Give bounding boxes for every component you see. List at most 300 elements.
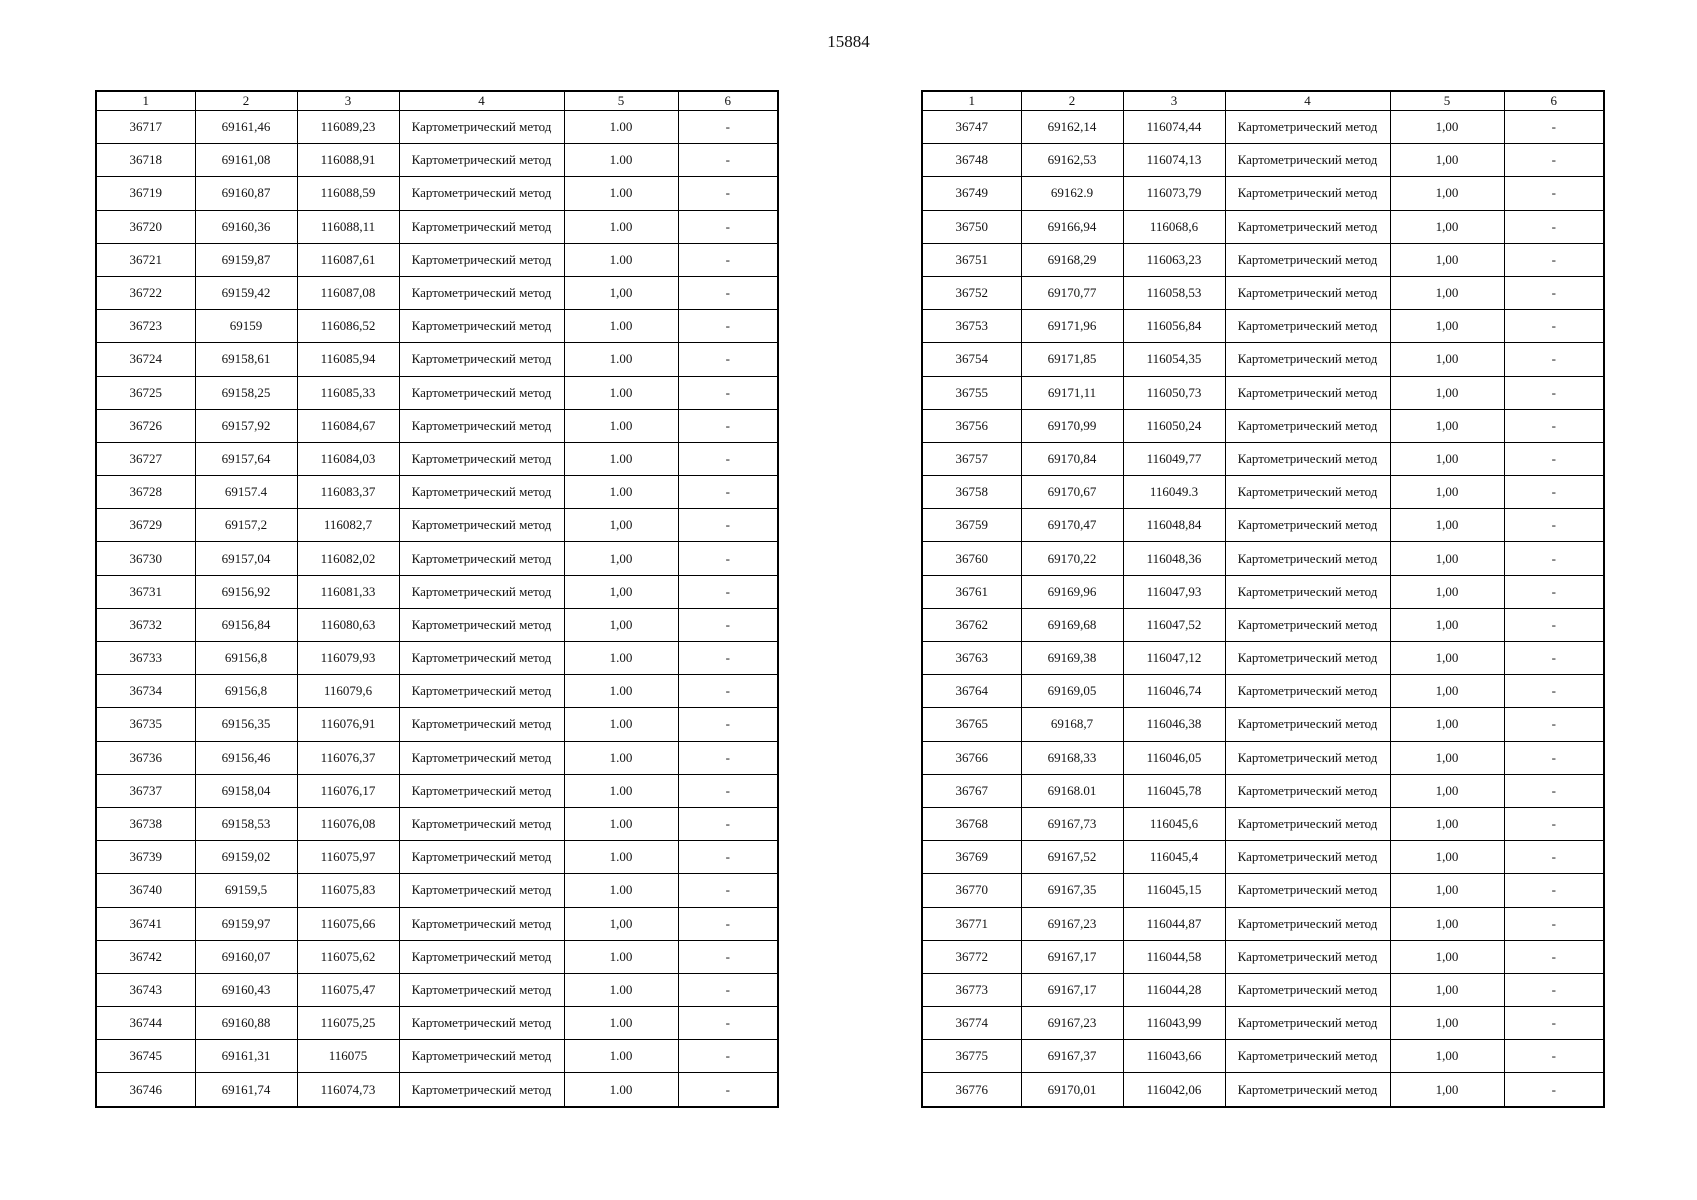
method-cell: Картометрический метод bbox=[1225, 708, 1390, 741]
y-coordinate-cell: 116044,28 bbox=[1123, 973, 1225, 1006]
point-number-cell: 36766 bbox=[922, 741, 1021, 774]
y-coordinate-cell: 116085,94 bbox=[297, 343, 399, 376]
y-coordinate-cell: 116087,08 bbox=[297, 276, 399, 309]
table-row bbox=[96, 575, 778, 608]
table-row bbox=[96, 973, 778, 1006]
point-number-cell: 36730 bbox=[96, 542, 195, 575]
point-number-cell: 36735 bbox=[96, 708, 195, 741]
accuracy-cell: 1.00 bbox=[564, 111, 678, 144]
method-cell: Картометрический метод bbox=[1225, 509, 1390, 542]
table-row bbox=[96, 376, 778, 409]
y-coordinate-cell: 116050,73 bbox=[1123, 376, 1225, 409]
note-cell: - bbox=[1504, 243, 1604, 276]
table-row bbox=[922, 841, 1604, 874]
y-coordinate-cell: 116045,6 bbox=[1123, 807, 1225, 840]
method-cell: Картометрический метод bbox=[399, 144, 564, 177]
note-cell: - bbox=[1504, 675, 1604, 708]
note-cell: - bbox=[1504, 940, 1604, 973]
accuracy-cell: 1,00 bbox=[1390, 675, 1504, 708]
method-cell: Картометрический метод bbox=[1225, 1007, 1390, 1040]
method-cell: Картометрический метод bbox=[1225, 940, 1390, 973]
x-coordinate-cell: 69167,23 bbox=[1021, 1007, 1123, 1040]
note-cell: - bbox=[678, 973, 778, 1006]
point-number-cell: 36754 bbox=[922, 343, 1021, 376]
x-coordinate-cell: 69167,37 bbox=[1021, 1040, 1123, 1073]
method-cell: Картометрический метод bbox=[399, 276, 564, 309]
accuracy-cell: 1,00 bbox=[1390, 907, 1504, 940]
accuracy-cell: 1.00 bbox=[564, 243, 678, 276]
note-cell: - bbox=[678, 575, 778, 608]
method-cell: Картометрический метод bbox=[399, 111, 564, 144]
x-coordinate-cell: 69156,92 bbox=[195, 575, 297, 608]
point-number-cell: 36774 bbox=[922, 1007, 1021, 1040]
y-coordinate-cell: 116089,23 bbox=[297, 111, 399, 144]
table-row bbox=[922, 310, 1604, 343]
accuracy-cell: 1.00 bbox=[564, 1040, 678, 1073]
x-coordinate-cell: 69170,77 bbox=[1021, 276, 1123, 309]
accuracy-cell: 1,00 bbox=[564, 509, 678, 542]
accuracy-cell: 1,00 bbox=[1390, 442, 1504, 475]
method-cell: Картометрический метод bbox=[399, 409, 564, 442]
note-cell: - bbox=[1504, 343, 1604, 376]
note-cell: - bbox=[678, 111, 778, 144]
method-cell: Картометрический метод bbox=[1225, 907, 1390, 940]
x-coordinate-cell: 69168,7 bbox=[1021, 708, 1123, 741]
x-coordinate-cell: 69162,53 bbox=[1021, 144, 1123, 177]
method-cell: Картометрический метод bbox=[399, 509, 564, 542]
x-coordinate-cell: 69157,92 bbox=[195, 409, 297, 442]
accuracy-cell: 1,00 bbox=[1390, 1007, 1504, 1040]
accuracy-cell: 1,00 bbox=[1390, 1040, 1504, 1073]
x-coordinate-cell: 69167,17 bbox=[1021, 973, 1123, 1006]
table-row bbox=[922, 343, 1604, 376]
column-header-2: 2 bbox=[195, 91, 297, 111]
table-row bbox=[96, 276, 778, 309]
x-coordinate-cell: 69161,74 bbox=[195, 1073, 297, 1107]
method-cell: Картометрический метод bbox=[399, 310, 564, 343]
x-coordinate-cell: 69170,22 bbox=[1021, 542, 1123, 575]
note-cell: - bbox=[678, 476, 778, 509]
point-number-cell: 36737 bbox=[96, 774, 195, 807]
table-body bbox=[96, 111, 778, 1107]
note-cell: - bbox=[1504, 575, 1604, 608]
table-row bbox=[96, 476, 778, 509]
y-coordinate-cell: 116049,77 bbox=[1123, 442, 1225, 475]
y-coordinate-cell: 116073,79 bbox=[1123, 177, 1225, 210]
x-coordinate-cell: 69170,99 bbox=[1021, 409, 1123, 442]
table-row bbox=[922, 210, 1604, 243]
method-cell: Картометрический метод bbox=[399, 343, 564, 376]
accuracy-cell: 1.00 bbox=[564, 177, 678, 210]
x-coordinate-cell: 69159,02 bbox=[195, 841, 297, 874]
accuracy-cell: 1,00 bbox=[1390, 343, 1504, 376]
method-cell: Картометрический метод bbox=[1225, 874, 1390, 907]
table-body bbox=[922, 111, 1604, 1107]
accuracy-cell: 1.00 bbox=[564, 642, 678, 675]
note-cell: - bbox=[1504, 708, 1604, 741]
method-cell: Картометрический метод bbox=[1225, 442, 1390, 475]
point-number-cell: 36733 bbox=[96, 642, 195, 675]
accuracy-cell: 1,00 bbox=[1390, 542, 1504, 575]
accuracy-cell: 1.00 bbox=[564, 675, 678, 708]
note-cell: - bbox=[678, 940, 778, 973]
column-header-5: 5 bbox=[564, 91, 678, 111]
method-cell: Картометрический метод bbox=[1225, 841, 1390, 874]
column-header-3: 3 bbox=[297, 91, 399, 111]
point-number-cell: 36775 bbox=[922, 1040, 1021, 1073]
accuracy-cell: 1,00 bbox=[1390, 774, 1504, 807]
note-cell: - bbox=[1504, 907, 1604, 940]
point-number-cell: 36719 bbox=[96, 177, 195, 210]
table-row bbox=[96, 940, 778, 973]
table-row bbox=[922, 973, 1604, 1006]
y-coordinate-cell: 116087,61 bbox=[297, 243, 399, 276]
point-number-cell: 36722 bbox=[96, 276, 195, 309]
point-number-cell: 36760 bbox=[922, 542, 1021, 575]
accuracy-cell: 1,00 bbox=[564, 542, 678, 575]
method-cell: Картометрический метод bbox=[1225, 276, 1390, 309]
table-row bbox=[96, 210, 778, 243]
table-row bbox=[96, 409, 778, 442]
page-number: 15884 bbox=[827, 32, 870, 51]
x-coordinate-cell: 69159 bbox=[195, 310, 297, 343]
accuracy-cell: 1,00 bbox=[1390, 973, 1504, 1006]
x-coordinate-cell: 69159,97 bbox=[195, 907, 297, 940]
point-number-cell: 36739 bbox=[96, 841, 195, 874]
note-cell: - bbox=[1504, 111, 1604, 144]
point-number-cell: 36746 bbox=[96, 1073, 195, 1107]
table-row bbox=[922, 409, 1604, 442]
accuracy-cell: 1,00 bbox=[1390, 243, 1504, 276]
table-row bbox=[96, 741, 778, 774]
table-row bbox=[96, 442, 778, 475]
table-row bbox=[922, 608, 1604, 641]
point-number-cell: 36751 bbox=[922, 243, 1021, 276]
x-coordinate-cell: 69168,29 bbox=[1021, 243, 1123, 276]
method-cell: Картометрический метод bbox=[1225, 608, 1390, 641]
y-coordinate-cell: 116046,38 bbox=[1123, 708, 1225, 741]
y-coordinate-cell: 116075,25 bbox=[297, 1007, 399, 1040]
method-cell: Картометрический метод bbox=[1225, 376, 1390, 409]
note-cell: - bbox=[678, 210, 778, 243]
column-header-4: 4 bbox=[399, 91, 564, 111]
accuracy-cell: 1,00 bbox=[1390, 642, 1504, 675]
point-number-cell: 36729 bbox=[96, 509, 195, 542]
y-coordinate-cell: 116058,53 bbox=[1123, 276, 1225, 309]
method-cell: Картометрический метод bbox=[1225, 409, 1390, 442]
table-row bbox=[96, 542, 778, 575]
x-coordinate-cell: 69156,8 bbox=[195, 642, 297, 675]
x-coordinate-cell: 69167,23 bbox=[1021, 907, 1123, 940]
accuracy-cell: 1,00 bbox=[1390, 144, 1504, 177]
y-coordinate-cell: 116047,93 bbox=[1123, 575, 1225, 608]
y-coordinate-cell: 116074,13 bbox=[1123, 144, 1225, 177]
table-row bbox=[922, 575, 1604, 608]
table-row bbox=[922, 907, 1604, 940]
table-row bbox=[922, 774, 1604, 807]
note-cell: - bbox=[1504, 1040, 1604, 1073]
table-row bbox=[922, 476, 1604, 509]
y-coordinate-cell: 116088,11 bbox=[297, 210, 399, 243]
point-number-cell: 36759 bbox=[922, 509, 1021, 542]
x-coordinate-cell: 69169,38 bbox=[1021, 642, 1123, 675]
point-number-cell: 36740 bbox=[96, 874, 195, 907]
note-cell: - bbox=[678, 1073, 778, 1107]
accuracy-cell: 1.00 bbox=[564, 1073, 678, 1107]
y-coordinate-cell: 116050,24 bbox=[1123, 409, 1225, 442]
x-coordinate-cell: 69160,87 bbox=[195, 177, 297, 210]
table-row bbox=[96, 774, 778, 807]
x-coordinate-cell: 69167,17 bbox=[1021, 940, 1123, 973]
table-row bbox=[922, 1040, 1604, 1073]
method-cell: Картометрический метод bbox=[1225, 741, 1390, 774]
column-header-6: 6 bbox=[678, 91, 778, 111]
x-coordinate-cell: 69169,05 bbox=[1021, 675, 1123, 708]
method-cell: Картометрический метод bbox=[399, 973, 564, 1006]
point-number-cell: 36748 bbox=[922, 144, 1021, 177]
x-coordinate-cell: 69171,11 bbox=[1021, 376, 1123, 409]
method-cell: Картометрический метод bbox=[1225, 144, 1390, 177]
y-coordinate-cell: 116046,74 bbox=[1123, 675, 1225, 708]
point-number-cell: 36717 bbox=[96, 111, 195, 144]
accuracy-cell: 1.00 bbox=[564, 940, 678, 973]
method-cell: Картометрический метод bbox=[399, 608, 564, 641]
note-cell: - bbox=[678, 1040, 778, 1073]
method-cell: Картометрический метод bbox=[1225, 675, 1390, 708]
table-row bbox=[96, 608, 778, 641]
method-cell: Картометрический метод bbox=[399, 874, 564, 907]
accuracy-cell: 1,00 bbox=[1390, 409, 1504, 442]
point-number-cell: 36752 bbox=[922, 276, 1021, 309]
accuracy-cell: 1.00 bbox=[564, 741, 678, 774]
table-row bbox=[922, 276, 1604, 309]
x-coordinate-cell: 69166,94 bbox=[1021, 210, 1123, 243]
method-cell: Картометрический метод bbox=[399, 476, 564, 509]
y-coordinate-cell: 116049.3 bbox=[1123, 476, 1225, 509]
table-row bbox=[922, 1073, 1604, 1107]
point-number-cell: 36750 bbox=[922, 210, 1021, 243]
x-coordinate-cell: 69158,25 bbox=[195, 376, 297, 409]
accuracy-cell: 1,00 bbox=[1390, 509, 1504, 542]
x-coordinate-cell: 69161,08 bbox=[195, 144, 297, 177]
note-cell: - bbox=[678, 741, 778, 774]
x-coordinate-cell: 69159,42 bbox=[195, 276, 297, 309]
table-row bbox=[96, 310, 778, 343]
y-coordinate-cell: 116086,52 bbox=[297, 310, 399, 343]
y-coordinate-cell: 116045,78 bbox=[1123, 774, 1225, 807]
note-cell: - bbox=[1504, 542, 1604, 575]
point-number-cell: 36771 bbox=[922, 907, 1021, 940]
method-cell: Картометрический метод bbox=[399, 177, 564, 210]
y-coordinate-cell: 116081,33 bbox=[297, 575, 399, 608]
method-cell: Картометрический метод bbox=[1225, 807, 1390, 840]
column-header-5: 5 bbox=[1390, 91, 1504, 111]
y-coordinate-cell: 116045,4 bbox=[1123, 841, 1225, 874]
accuracy-cell: 1,00 bbox=[1390, 841, 1504, 874]
point-number-cell: 36747 bbox=[922, 111, 1021, 144]
point-number-cell: 36767 bbox=[922, 774, 1021, 807]
table-row bbox=[96, 642, 778, 675]
table-row bbox=[922, 509, 1604, 542]
point-number-cell: 36776 bbox=[922, 1073, 1021, 1107]
table-row bbox=[922, 376, 1604, 409]
table-row bbox=[96, 874, 778, 907]
column-header-1: 1 bbox=[96, 91, 195, 111]
table-row bbox=[922, 741, 1604, 774]
accuracy-cell: 1,00 bbox=[1390, 608, 1504, 641]
note-cell: - bbox=[678, 608, 778, 641]
y-coordinate-cell: 116075 bbox=[297, 1040, 399, 1073]
note-cell: - bbox=[1504, 741, 1604, 774]
accuracy-cell: 1.00 bbox=[564, 343, 678, 376]
note-cell: - bbox=[1504, 1073, 1604, 1107]
accuracy-cell: 1,00 bbox=[1390, 1073, 1504, 1107]
x-coordinate-cell: 69157,2 bbox=[195, 509, 297, 542]
note-cell: - bbox=[1504, 376, 1604, 409]
y-coordinate-cell: 116082,7 bbox=[297, 509, 399, 542]
x-coordinate-cell: 69160,36 bbox=[195, 210, 297, 243]
accuracy-cell: 1,00 bbox=[1390, 310, 1504, 343]
table-row bbox=[922, 1007, 1604, 1040]
y-coordinate-cell: 116084,67 bbox=[297, 409, 399, 442]
method-cell: Картометрический метод bbox=[1225, 476, 1390, 509]
note-cell: - bbox=[1504, 144, 1604, 177]
accuracy-cell: 1.00 bbox=[564, 973, 678, 1006]
y-coordinate-cell: 116076,91 bbox=[297, 708, 399, 741]
point-number-cell: 36718 bbox=[96, 144, 195, 177]
table-row bbox=[922, 177, 1604, 210]
note-cell: - bbox=[1504, 210, 1604, 243]
point-number-cell: 36725 bbox=[96, 376, 195, 409]
method-cell: Картометрический метод bbox=[399, 774, 564, 807]
x-coordinate-cell: 69167,35 bbox=[1021, 874, 1123, 907]
y-coordinate-cell: 116063,23 bbox=[1123, 243, 1225, 276]
method-cell: Картометрический метод bbox=[399, 642, 564, 675]
x-coordinate-cell: 69158,04 bbox=[195, 774, 297, 807]
y-coordinate-cell: 116075,66 bbox=[297, 907, 399, 940]
table-row bbox=[922, 874, 1604, 907]
y-coordinate-cell: 116044,58 bbox=[1123, 940, 1225, 973]
column-header-2: 2 bbox=[1021, 91, 1123, 111]
accuracy-cell: 1.00 bbox=[564, 841, 678, 874]
accuracy-cell: 1,00 bbox=[1390, 177, 1504, 210]
point-number-cell: 36720 bbox=[96, 210, 195, 243]
note-cell: - bbox=[678, 675, 778, 708]
point-number-cell: 36734 bbox=[96, 675, 195, 708]
accuracy-cell: 1,00 bbox=[1390, 575, 1504, 608]
accuracy-cell: 1,00 bbox=[564, 907, 678, 940]
point-number-cell: 36738 bbox=[96, 807, 195, 840]
y-coordinate-cell: 116079,6 bbox=[297, 675, 399, 708]
point-number-cell: 36723 bbox=[96, 310, 195, 343]
note-cell: - bbox=[1504, 841, 1604, 874]
table-row bbox=[96, 1040, 778, 1073]
x-coordinate-cell: 69167,73 bbox=[1021, 807, 1123, 840]
x-coordinate-cell: 69159,5 bbox=[195, 874, 297, 907]
x-coordinate-cell: 69171,96 bbox=[1021, 310, 1123, 343]
method-cell: Картометрический метод bbox=[1225, 1073, 1390, 1107]
note-cell: - bbox=[1504, 442, 1604, 475]
note-cell: - bbox=[678, 509, 778, 542]
method-cell: Картометрический метод bbox=[1225, 575, 1390, 608]
method-cell: Картометрический метод bbox=[1225, 642, 1390, 675]
y-coordinate-cell: 116075,47 bbox=[297, 973, 399, 1006]
point-number-cell: 36773 bbox=[922, 973, 1021, 1006]
table-row bbox=[96, 177, 778, 210]
note-cell: - bbox=[678, 907, 778, 940]
table-row bbox=[96, 144, 778, 177]
y-coordinate-cell: 116075,62 bbox=[297, 940, 399, 973]
accuracy-cell: 1,00 bbox=[1390, 111, 1504, 144]
y-coordinate-cell: 116075,97 bbox=[297, 841, 399, 874]
accuracy-cell: 1,00 bbox=[1390, 741, 1504, 774]
note-cell: - bbox=[678, 376, 778, 409]
method-cell: Картометрический метод bbox=[399, 675, 564, 708]
y-coordinate-cell: 116074,73 bbox=[297, 1073, 399, 1107]
x-coordinate-cell: 69158,53 bbox=[195, 807, 297, 840]
x-coordinate-cell: 69160,07 bbox=[195, 940, 297, 973]
y-coordinate-cell: 116045,15 bbox=[1123, 874, 1225, 907]
method-cell: Картометрический метод bbox=[399, 807, 564, 840]
point-number-cell: 36764 bbox=[922, 675, 1021, 708]
point-number-cell: 36765 bbox=[922, 708, 1021, 741]
point-number-cell: 36741 bbox=[96, 907, 195, 940]
note-cell: - bbox=[678, 874, 778, 907]
x-coordinate-cell: 69171,85 bbox=[1021, 343, 1123, 376]
column-header-6: 6 bbox=[1504, 91, 1604, 111]
y-coordinate-cell: 116047,52 bbox=[1123, 608, 1225, 641]
point-number-cell: 36761 bbox=[922, 575, 1021, 608]
x-coordinate-cell: 69170,47 bbox=[1021, 509, 1123, 542]
accuracy-cell: 1.00 bbox=[564, 376, 678, 409]
table-row bbox=[96, 708, 778, 741]
table-row bbox=[96, 675, 778, 708]
y-coordinate-cell: 116043,66 bbox=[1123, 1040, 1225, 1073]
accuracy-cell: 1,00 bbox=[564, 276, 678, 309]
accuracy-cell: 1.00 bbox=[564, 210, 678, 243]
table-row bbox=[96, 1073, 778, 1107]
x-coordinate-cell: 69159,87 bbox=[195, 243, 297, 276]
y-coordinate-cell: 116042,06 bbox=[1123, 1073, 1225, 1107]
y-coordinate-cell: 116083,37 bbox=[297, 476, 399, 509]
note-cell: - bbox=[1504, 310, 1604, 343]
table-row bbox=[922, 642, 1604, 675]
method-cell: Картометрический метод bbox=[399, 542, 564, 575]
point-number-cell: 36731 bbox=[96, 575, 195, 608]
accuracy-cell: 1.00 bbox=[564, 874, 678, 907]
x-coordinate-cell: 69167,52 bbox=[1021, 841, 1123, 874]
point-number-cell: 36755 bbox=[922, 376, 1021, 409]
method-cell: Картометрический метод bbox=[1225, 243, 1390, 276]
note-cell: - bbox=[678, 708, 778, 741]
note-cell: - bbox=[1504, 807, 1604, 840]
point-number-cell: 36721 bbox=[96, 243, 195, 276]
x-coordinate-cell: 69160,43 bbox=[195, 973, 297, 1006]
table-row bbox=[922, 708, 1604, 741]
accuracy-cell: 1.00 bbox=[564, 807, 678, 840]
table-row bbox=[922, 144, 1604, 177]
note-cell: - bbox=[678, 310, 778, 343]
table-row bbox=[922, 442, 1604, 475]
point-number-cell: 36743 bbox=[96, 973, 195, 1006]
point-number-cell: 36727 bbox=[96, 442, 195, 475]
x-coordinate-cell: 69161,46 bbox=[195, 111, 297, 144]
note-cell: - bbox=[1504, 476, 1604, 509]
x-coordinate-cell: 69162.9 bbox=[1021, 177, 1123, 210]
x-coordinate-cell: 69156,8 bbox=[195, 675, 297, 708]
accuracy-cell: 1,00 bbox=[1390, 708, 1504, 741]
accuracy-cell: 1,00 bbox=[564, 575, 678, 608]
